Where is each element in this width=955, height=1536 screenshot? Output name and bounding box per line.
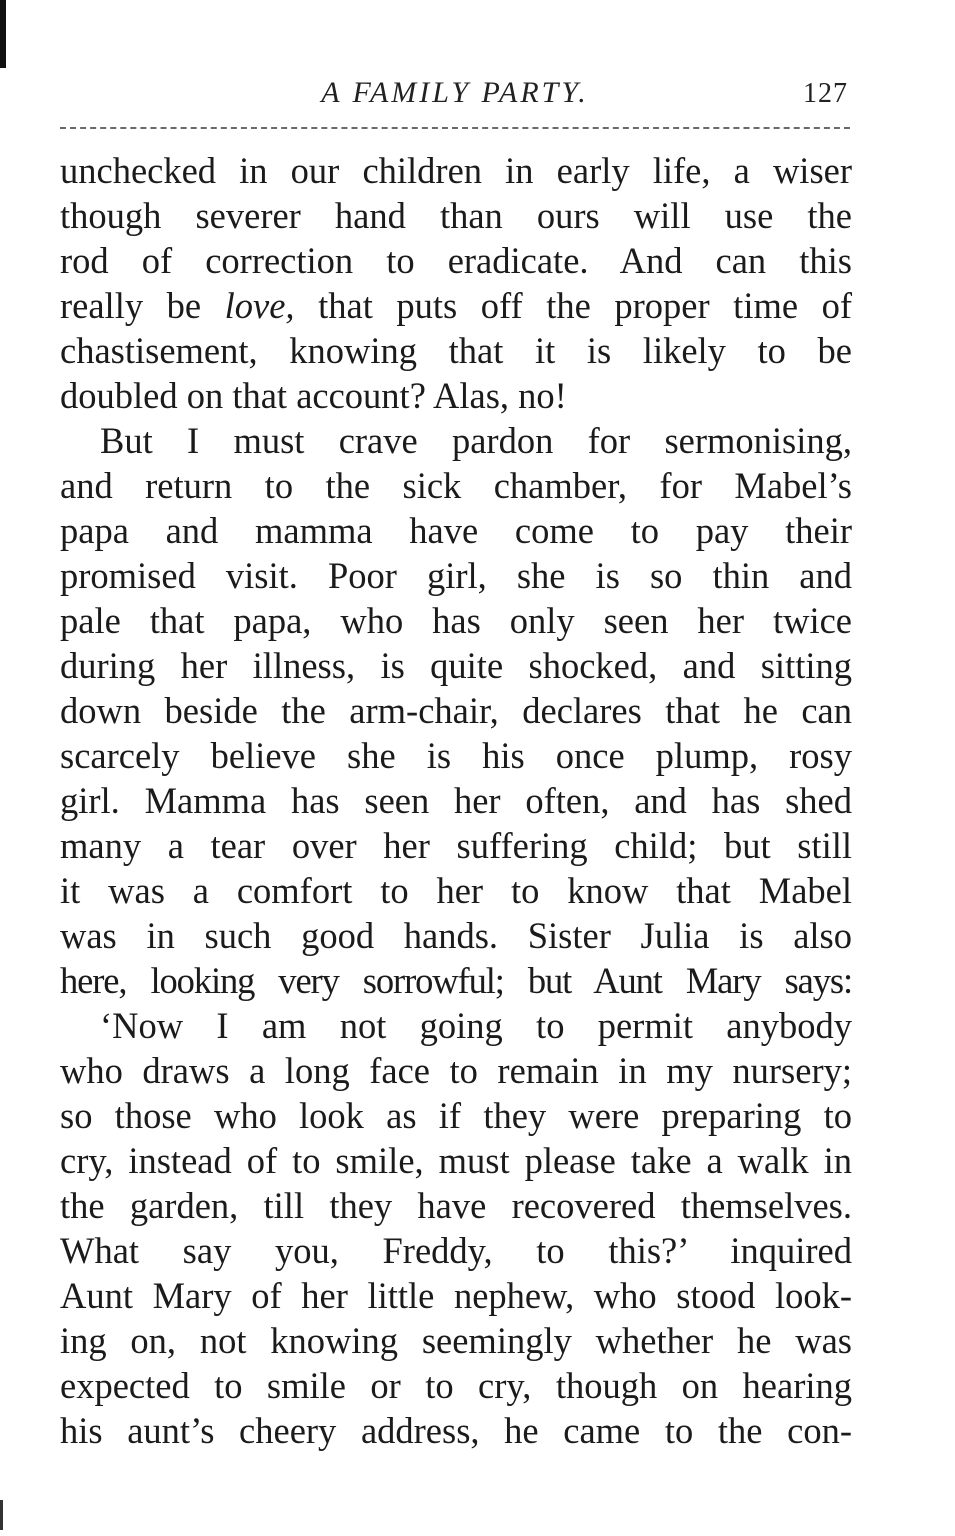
scan-edge-mark (0, 0, 6, 68)
text-segment: that puts off the proper time of (318, 285, 852, 326)
text-line: unchecked in our children in early life, a wiser (60, 150, 852, 191)
text-line: ing on, not knowing seemingly whether he was (60, 1320, 852, 1361)
text-line: his aunt’s cheery address, he came to the con- (60, 1410, 852, 1451)
text-line-with-italic (60, 283, 852, 328)
running-title: A FAMILY PARTY. (321, 76, 589, 109)
text-line: girl. Mamma has seen her often, and has shed (60, 780, 852, 821)
text-line: expected to smile or to cry, though on hearing (60, 1365, 852, 1406)
running-header (60, 76, 850, 112)
text-line: scarcely believe she is his once plump, rosy (60, 735, 852, 776)
text-line: many a tear over her suffering child; but still (60, 825, 852, 866)
text-line: during her illness, is quite shocked, and sitting (60, 645, 852, 686)
header-rule (60, 127, 850, 129)
text-line: What say you, Freddy, to this?’ inquired (60, 1230, 852, 1271)
scan-edge-mark-bottom (0, 1500, 3, 1530)
text-line: Aunt Mary of her little nephew, who stood look- (60, 1275, 852, 1316)
paragraph-first-line: ‘Now I am not going to permit anybody (100, 1005, 852, 1046)
text-line: doubled on that account? Alas, no! (60, 375, 567, 416)
text-line: chastisement, knowing that it is likely to be (60, 330, 852, 371)
text-line: so those who look as if they were preparing to (60, 1095, 852, 1136)
text-line: and return to the sick chamber, for Mabel’s (60, 465, 852, 506)
text-line: pale that papa, who has only seen her twice (60, 600, 852, 641)
text-line: was in such good hands. Sister Julia is also (60, 915, 852, 956)
text-line: who draws a long face to remain in my nursery; (60, 1050, 852, 1091)
text-line: down beside the arm-chair, declares that he can (60, 690, 852, 731)
page-number: 127 (803, 78, 848, 109)
italic-word: love, (224, 285, 295, 326)
paragraph-first-line: But I must crave pardon for sermonising, (100, 420, 852, 461)
text-line: rod of correction to eradicate. And can this (60, 240, 852, 281)
text-line: though severer hand than ours will use the (60, 195, 852, 236)
text-line: it was a comfort to her to know that Mabel (60, 870, 852, 911)
text-line: the garden, till they have recovered themselves. (60, 1185, 852, 1226)
text-line: papa and mamma have come to pay their (60, 510, 852, 551)
text-line: promised visit. Poor girl, she is so thin and (60, 555, 852, 596)
text-line: cry, instead of to smile, must please take a walk in (60, 1140, 852, 1181)
body-text (60, 148, 852, 1453)
text-line: here, looking very sorrowful; but Aunt Mary says: (60, 960, 852, 1001)
text-segment: really be (60, 285, 202, 326)
